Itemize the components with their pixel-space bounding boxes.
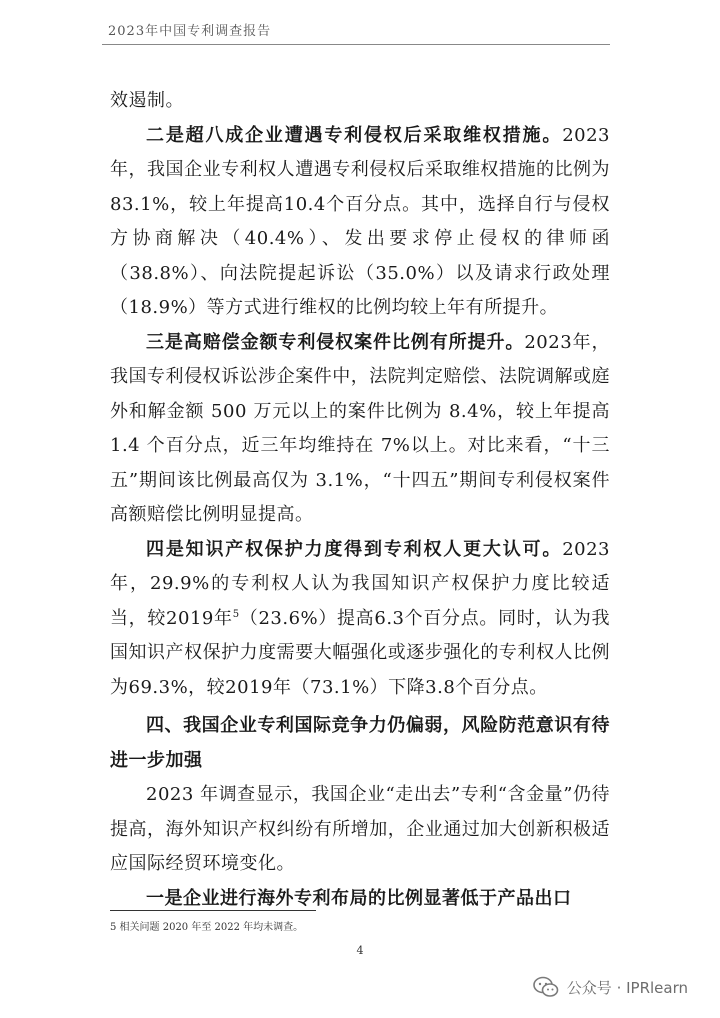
running-header: 2023年中国专利调查报告 <box>108 24 272 39</box>
paragraph-text: 2023年，29.9%的专利权人认为我国知识产权保护力度比较适当，较2019年 <box>110 538 610 629</box>
watermark <box>533 976 688 998</box>
paragraph-text: 2023年，我国企业专利权人遭遇专利侵权后采取维权措施的比例为83.1%，较上年提高10.4个百分点。其中，选择自行与侵权方协商解决（40.4%）、发出要求停止侵权的律师函（38.8%）、向法院提起诉讼（35.0%）以及请求行政处理（18.9%）等方式进行维权的比例均较上年有所提升。 <box>110 124 610 318</box>
footnote-divider <box>110 910 316 911</box>
paragraph-survey: 2023 年调查显示，我国企业“走出去”专利“含金量”仍待提高，海外知识产权纠纷有所增加，企业通过加大创新积极适应国际经贸环境变化。 <box>110 784 610 874</box>
paragraph-lead: 二是超八成企业遭遇专利侵权后采取维权措施。 <box>146 124 563 146</box>
watermark-text: 公众号 · IPRlearn <box>566 978 688 997</box>
paragraph-lead: 四是知识产权保护力度得到专利权人更大认可。 <box>146 538 563 560</box>
paragraph-lead: 一是企业进行海外专利布局的比例显著低于产品出口 <box>146 887 572 909</box>
paragraph-continuation: 效遏制。 <box>110 90 184 111</box>
paragraph-text: （23.6%）提高6.3个百分点。同时，认为我国知识产权保护力度需要大幅强化或逐步强化的专利权人比例为69.3%，较2019年（73.1%）下降3.8个百分点。 <box>110 607 610 698</box>
paragraph-enforcement <box>110 119 610 326</box>
paragraph-compensation <box>110 326 610 533</box>
paragraph-lead: 三是高赔偿金额专利侵权案件比例有所提升。 <box>146 331 525 353</box>
paragraph-text: 2023年，我国专利侵权诉讼涉企案件中，法院判定赔偿、法院调解或庭外和解金额 500 万元以上的案件比例为 8.4%，较上年提高 1.4 个百分点，近三年均维持在 7%以上。对比来看，“十三五”期间该比例最高仅为 3.1%，“十四五”期间专利侵权案件高额赔偿比例明显提高。 <box>110 331 611 525</box>
header-divider <box>102 44 610 45</box>
paragraph-protection <box>110 533 610 706</box>
body-text <box>110 84 610 916</box>
section-heading: 四、我国企业专利国际竞争力仍偏弱，风险防范意识有待进一步加强 <box>110 715 610 771</box>
footnote-ref[interactable]: 5 <box>232 608 240 620</box>
wechat-icon <box>533 976 559 998</box>
footnote: 5 相关问题 2020 年至 2022 年均未调查。 <box>110 922 304 933</box>
page-number: 4 <box>356 944 364 957</box>
